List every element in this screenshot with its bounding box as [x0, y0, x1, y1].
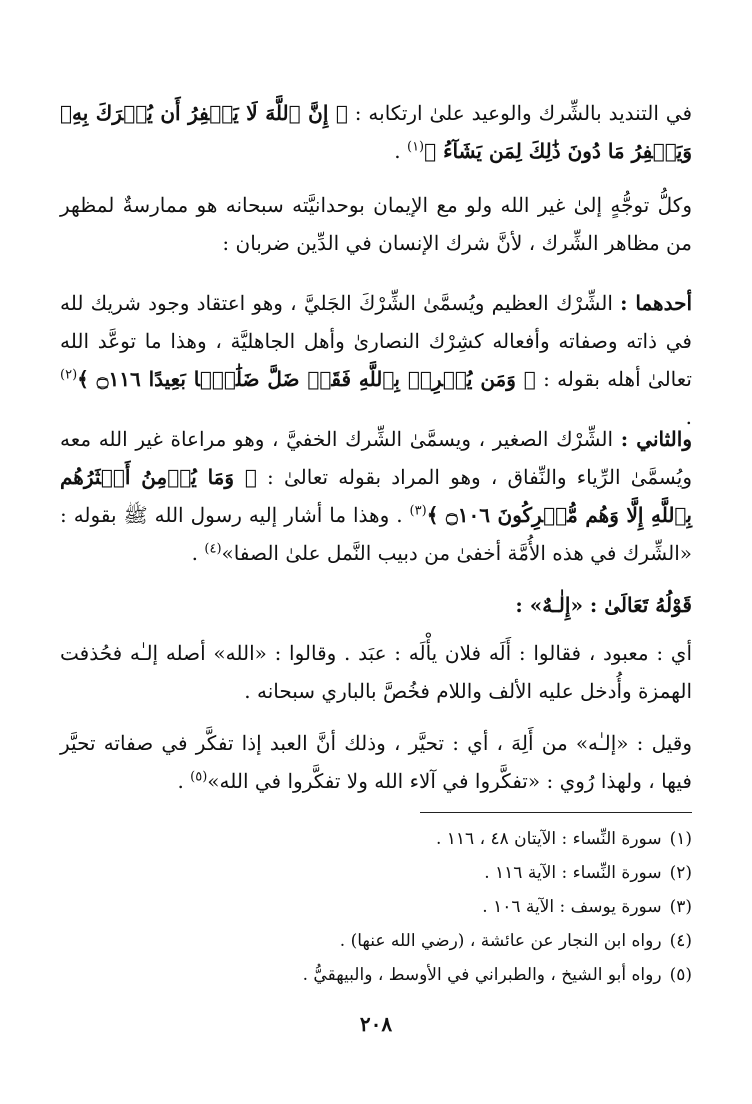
paragraph-4	[60, 420, 692, 572]
paragraph-7	[60, 724, 692, 800]
sentence-end: .	[177, 769, 191, 793]
footnote-item	[60, 822, 692, 856]
sentence-end: .	[394, 139, 407, 163]
paragraph-text: في التنديد بالشِّرك والوعيد علىٰ ارتكابه :	[354, 101, 693, 125]
footnote-ref[interactable]: (١)	[406, 139, 425, 155]
quran-verse: ﴿ وَمَا يُؤۡمِنُ أَكۡثَرُهُم بِٱللَّهِ إِلَّا وَهُم مُّشۡرِكُونَ ۝١٠٦ ﴾	[60, 465, 692, 527]
footnote-text: سورة يوسف : الآية ١٠٦ .	[482, 897, 662, 917]
heading-text: قَوْلُهُ تَعَالَىٰ : «إِلٰـهٌ» :	[515, 593, 692, 617]
sentence-end: .	[685, 405, 692, 429]
paragraph-lead: والثاني :	[620, 427, 692, 451]
footnotes	[60, 822, 692, 992]
footnote-item	[60, 924, 692, 958]
paragraph-text-continued: . وهذا ما أشار إليه رسول الله ﷺ بقوله : «الشِّرك في هذه الأُمَّة أخفىٰ من دبيب النَّمل علىٰ الصفا»	[60, 503, 692, 565]
footnote-item	[60, 890, 692, 924]
footnote-ref[interactable]: (٢)	[60, 367, 78, 383]
footnote-ref[interactable]: (٣)	[409, 503, 427, 519]
footnote-text: رواه أبو الشيخ ، والطبراني في الأوسط ، والبيهقيُّ .	[302, 965, 662, 985]
page-number: ٢٠٨	[359, 1012, 393, 1036]
paragraph-2	[60, 186, 692, 262]
paragraph-text: وقيل : «إلـٰه» من أَلِهَ ، أي : تحيَّر ، وذلك أنَّ العبد إذا تفكَّر في صفاته تحيَّر فيها ، ولهذا رُوي : «تفكَّروا في آلاء الله ولا تفكَّروا في الله»	[60, 731, 692, 793]
paragraph-6	[60, 634, 692, 710]
paragraph-text: أي : معبود ، فقالوا : أَلَه فلان يأْلَه : عبَد . وقالوا : «الله» أصله إلـٰه فحُذفت الهمزة وأُدخل عليه الألف واللام فخُصَّ بالباري سبحانه .	[60, 641, 693, 703]
footnote-item	[60, 958, 692, 992]
quran-verse: ﴿ إِنَّ ٱللَّهَ لَا يَغۡفِرُ أَن يُشۡرَكَ بِهِۦ وَيَغۡفِرُ مَا دُونَ ذَٰلِكَ لِمَن يَشَآءُ ﴾	[60, 101, 692, 163]
footnote-number: (٢)	[669, 863, 692, 883]
footnote-divider	[420, 812, 692, 813]
footnote-number: (١)	[669, 829, 692, 849]
footnote-item	[60, 856, 692, 890]
footnote-ref[interactable]: (٤)	[204, 541, 222, 557]
footnote-text: رواه ابن النجار عن عائشة ، (رضي الله عنها) .	[339, 931, 662, 951]
paragraph-text: الشِّرْك الصغير ، ويسمَّىٰ الشِّرك الخفيَّ ، وهو مراعاة غير الله معه ويُسمَّىٰ الرِّياء والنِّفاق ، وهو المراد بقوله تعالىٰ :	[60, 427, 692, 489]
footnote-text: سورة النِّساء : الآية ١١٦ .	[484, 863, 662, 883]
footnote-number: (٣)	[669, 897, 692, 917]
paragraph-3	[60, 284, 692, 436]
footnote-ref[interactable]: (٥)	[190, 769, 208, 785]
sentence-end: .	[191, 541, 205, 565]
paragraph-text: الشِّرْك العظيم ويُسمَّىٰ الشِّرْكَ الجَليَّ ، وهو اعتقاد وجود شريك لله في ذاته وصفاته وأفعاله كشِرْك النصارىٰ وأهل الجاهليَّة ، وهذا ما توعَّد الله تعالىٰ أهله بقوله :	[60, 291, 692, 391]
paragraph-1	[60, 94, 692, 170]
paragraph-text: وكلُّ توجُّهٍ إلىٰ غير الله ولو مع الإيمان بوحدانيَّته سبحانه هو ممارسةٌ لمظهر من مظاهر الشِّرك ، لأنَّ شرك الإنسان في الدِّين ضربان :	[60, 193, 692, 255]
quran-verse: ﴿ وَمَن يُشۡرِكۡ بِٱللَّهِ فَقَدۡ ضَلَّ ضَلَٰلَۢا بَعِيدًا ۝١١٦ ﴾	[77, 367, 536, 391]
section-heading	[60, 586, 692, 624]
footnote-number: (٥)	[669, 965, 692, 985]
paragraph-lead: أحدهما :	[620, 291, 692, 315]
footnote-text: سورة النِّساء : الآيتان ٤٨ ، ١١٦ .	[435, 829, 662, 849]
footnote-number: (٤)	[669, 931, 692, 951]
